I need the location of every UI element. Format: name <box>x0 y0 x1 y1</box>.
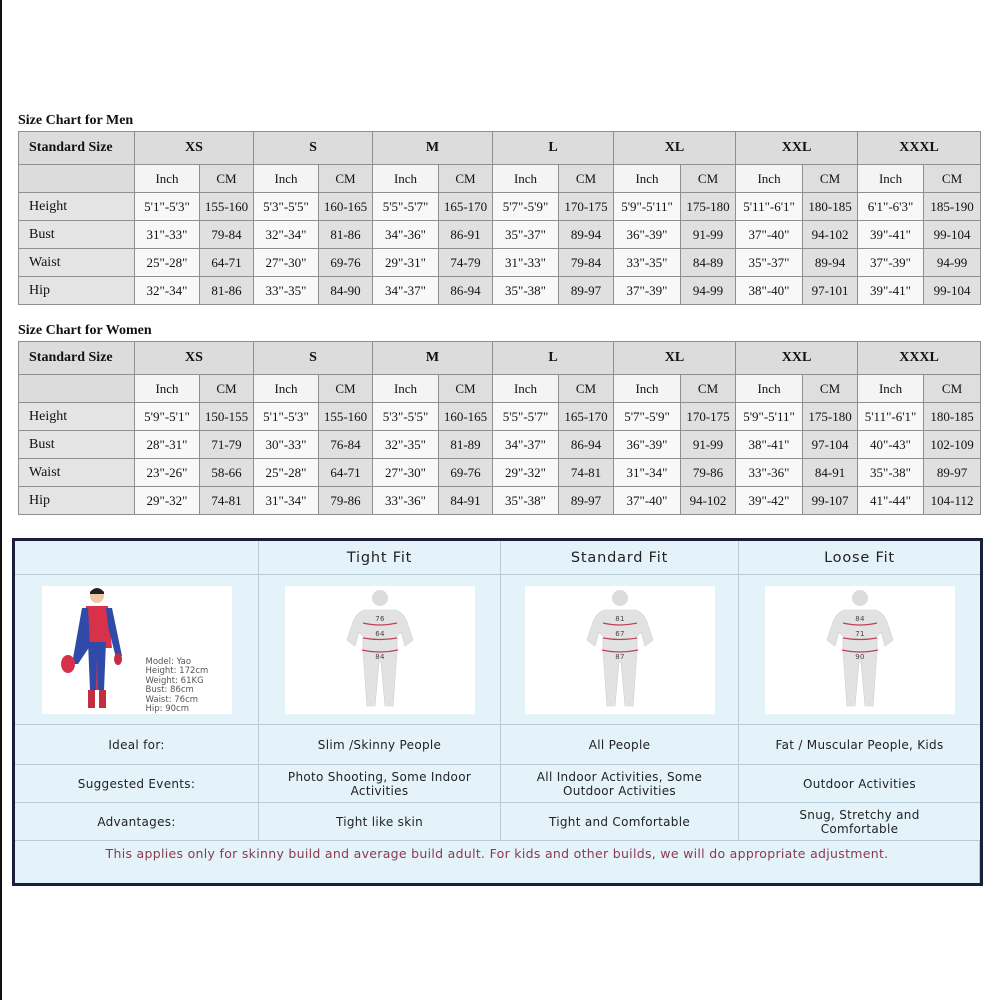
table-cell: 35"-38" <box>493 487 559 515</box>
table-cell: 5'3"-5'5" <box>254 193 319 221</box>
unit-cm: CM <box>319 165 373 193</box>
model-waist: Waist: 76cm <box>145 694 199 705</box>
unit-row <box>19 375 981 403</box>
size-m: M <box>373 342 493 375</box>
table-cell: 97-104 <box>803 431 858 459</box>
table-cell: 34"-37" <box>373 277 439 305</box>
row-label-height: Height <box>19 193 135 221</box>
table-row <box>19 459 981 487</box>
loose-events: Outdoor Activities <box>739 765 980 803</box>
unit-inch: Inch <box>373 375 439 403</box>
table-cell: 94-102 <box>803 221 858 249</box>
size-s: S <box>254 342 373 375</box>
size-xxxl: XXXL <box>858 132 981 165</box>
table-cell: 84-89 <box>681 249 736 277</box>
table-cell: 5'9"-5'11" <box>614 193 681 221</box>
svg-text:84: 84 <box>854 614 865 623</box>
table-cell: 86-94 <box>559 431 614 459</box>
table-cell: 89-97 <box>924 459 981 487</box>
unit-inch: Inch <box>373 165 439 193</box>
svg-text:71: 71 <box>854 629 865 638</box>
table-cell: 74-79 <box>439 249 493 277</box>
svg-text:76: 76 <box>374 614 385 623</box>
mannequin-icon <box>765 586 955 714</box>
table-cell: 84-91 <box>439 487 493 515</box>
table-cell: 84-90 <box>319 277 373 305</box>
loose-ideal: Fat / Muscular People, Kids <box>739 725 980 765</box>
tight-events: Photo Shooting, Some Indoor Activities <box>259 765 501 803</box>
table-cell: 5'7"-5'9" <box>493 193 559 221</box>
table-cell: 180-185 <box>803 193 858 221</box>
table-cell: 29"-32" <box>493 459 559 487</box>
unit-cm: CM <box>200 165 254 193</box>
unit-cm: CM <box>681 165 736 193</box>
table-cell: 89-97 <box>559 277 614 305</box>
model-photo <box>42 586 232 714</box>
model-name: Model: Yao <box>145 656 192 667</box>
standard-size-label: Standard Size <box>19 132 135 165</box>
table-cell: 27"-30" <box>373 459 439 487</box>
table-cell: 94-99 <box>681 277 736 305</box>
table-cell: 5'7"-5'9" <box>614 403 681 431</box>
table-cell: 165-170 <box>559 403 614 431</box>
table-cell: 89-97 <box>559 487 614 515</box>
women-size-table <box>18 341 981 515</box>
table-cell: 180-185 <box>924 403 981 431</box>
unit-inch: Inch <box>736 165 803 193</box>
table-cell: 69-76 <box>319 249 373 277</box>
table-row <box>19 249 981 277</box>
unit-inch: Inch <box>493 165 559 193</box>
row-label-hip: Hip <box>19 487 135 515</box>
svg-text:81: 81 <box>614 614 625 623</box>
model-info <box>146 658 209 715</box>
table-cell: 185-190 <box>924 193 981 221</box>
row-label-ideal: Ideal for: <box>15 725 259 765</box>
row-label-waist: Waist <box>19 249 135 277</box>
table-cell: 5'9"-5'1" <box>135 403 200 431</box>
unit-cm: CM <box>319 375 373 403</box>
table-cell: 39"-42" <box>736 487 803 515</box>
loose-fit-figure <box>765 586 955 714</box>
size-m: M <box>373 132 493 165</box>
table-cell: 27"-30" <box>254 249 319 277</box>
tight-ideal: Slim /Skinny People <box>259 725 501 765</box>
table-cell: 79-84 <box>200 221 254 249</box>
fit-guide <box>12 538 983 886</box>
table-cell: 5'11"-6'1" <box>858 403 924 431</box>
table-cell: 71-79 <box>200 431 254 459</box>
women-chart-title: Size Chart for Women <box>18 323 152 338</box>
table-cell: 160-165 <box>319 193 373 221</box>
standard-size-label: Standard Size <box>19 342 135 375</box>
left-edge-rule <box>0 0 2 1000</box>
svg-text:84: 84 <box>374 652 385 661</box>
size-header-row <box>19 342 981 375</box>
table-cell: 33"-36" <box>373 487 439 515</box>
row-label-bust: Bust <box>19 431 135 459</box>
unit-inch: Inch <box>135 165 200 193</box>
unit-inch: Inch <box>493 375 559 403</box>
mannequin-icon <box>525 586 715 714</box>
table-cell: 94-102 <box>681 487 736 515</box>
size-l: L <box>493 342 614 375</box>
standard-ideal: All People <box>501 725 739 765</box>
svg-text:64: 64 <box>374 629 385 638</box>
size-header-row <box>19 132 981 165</box>
table-cell: 81-86 <box>200 277 254 305</box>
unit-cm: CM <box>924 165 981 193</box>
table-cell: 5'11"-6'1" <box>736 193 803 221</box>
table-cell: 79-86 <box>319 487 373 515</box>
table-cell: 29"-32" <box>135 487 200 515</box>
table-cell: 64-71 <box>319 459 373 487</box>
unit-inch: Inch <box>614 375 681 403</box>
svg-text:87: 87 <box>614 652 625 661</box>
table-cell: 31"-33" <box>135 221 200 249</box>
table-cell: 170-175 <box>681 403 736 431</box>
row-label-height: Height <box>19 403 135 431</box>
unit-cm: CM <box>681 375 736 403</box>
table-cell: 99-104 <box>924 277 981 305</box>
table-cell: 89-94 <box>803 249 858 277</box>
table-cell: 32"-35" <box>373 431 439 459</box>
table-cell: 170-175 <box>559 193 614 221</box>
table-cell: 97-101 <box>803 277 858 305</box>
men-size-table <box>18 131 981 305</box>
table-cell: 79-86 <box>681 459 736 487</box>
row-label-bust: Bust <box>19 221 135 249</box>
table-row <box>19 193 981 221</box>
table-cell: 36"-39" <box>614 221 681 249</box>
table-cell: 155-160 <box>319 403 373 431</box>
table-cell: 25"-28" <box>135 249 200 277</box>
women-table-body <box>19 342 981 515</box>
unit-blank <box>19 165 135 193</box>
table-cell: 84-91 <box>803 459 858 487</box>
table-cell: 35"-37" <box>736 249 803 277</box>
fit-header-loose: Loose Fit <box>739 541 980 575</box>
table-cell: 30"-33" <box>254 431 319 459</box>
table-cell: 64-71 <box>200 249 254 277</box>
table-cell: 28"-31" <box>135 431 200 459</box>
unit-cm: CM <box>439 165 493 193</box>
table-cell: 79-84 <box>559 249 614 277</box>
unit-inch: Inch <box>736 375 803 403</box>
table-row <box>19 431 981 459</box>
table-cell: 5'5"-5'7" <box>493 403 559 431</box>
table-cell: 99-104 <box>924 221 981 249</box>
row-label-hip: Hip <box>19 277 135 305</box>
table-cell: 29"-31" <box>373 249 439 277</box>
table-cell: 91-99 <box>681 221 736 249</box>
mannequin-icon <box>285 586 475 714</box>
table-cell: 94-99 <box>924 249 981 277</box>
table-cell: 5'3"-5'5" <box>373 403 439 431</box>
fit-header-tight: Tight Fit <box>259 541 501 575</box>
table-cell: 31"-34" <box>254 487 319 515</box>
standard-advantages: Tight and Comfortable <box>501 803 739 841</box>
table-cell: 34"-37" <box>493 431 559 459</box>
table-row <box>19 221 981 249</box>
fit-header-blank <box>15 541 259 575</box>
model-bust: Bust: 86cm <box>145 685 194 695</box>
unit-blank <box>19 375 135 403</box>
table-cell: 5'5"-5'7" <box>373 193 439 221</box>
standard-events: All Indoor Activities, Some Outdoor Activities <box>501 765 739 803</box>
table-cell: 35"-38" <box>858 459 924 487</box>
unit-inch: Inch <box>858 375 924 403</box>
table-cell: 38"-40" <box>736 277 803 305</box>
table-cell: 5'1"-5'3" <box>135 193 200 221</box>
size-s: S <box>254 132 373 165</box>
table-cell: 35"-38" <box>493 277 559 305</box>
table-cell: 76-84 <box>319 431 373 459</box>
table-cell: 25"-28" <box>254 459 319 487</box>
table-cell: 175-180 <box>681 193 736 221</box>
unit-row <box>19 165 981 193</box>
table-cell: 34"-36" <box>373 221 439 249</box>
table-cell: 89-94 <box>559 221 614 249</box>
table-cell: 160-165 <box>439 403 493 431</box>
table-cell: 39"-41" <box>858 277 924 305</box>
svg-text:67: 67 <box>614 629 625 638</box>
table-cell: 74-81 <box>559 459 614 487</box>
table-cell: 165-170 <box>439 193 493 221</box>
model-hip: Hip: 90cm <box>145 704 189 714</box>
table-cell: 38"-41" <box>736 431 803 459</box>
table-cell: 150-155 <box>200 403 254 431</box>
row-label-waist: Waist <box>19 459 135 487</box>
table-cell: 58-66 <box>200 459 254 487</box>
standard-fit-figure-cell <box>501 575 739 725</box>
men-chart-title: Size Chart for Men <box>18 113 134 128</box>
size-xs: XS <box>135 342 254 375</box>
table-cell: 23"-26" <box>135 459 200 487</box>
size-xl: XL <box>614 342 736 375</box>
model-cell <box>15 575 259 725</box>
table-cell: 74-81 <box>200 487 254 515</box>
model-weight: Weight: 61KG <box>145 675 204 686</box>
table-row <box>19 403 981 431</box>
size-xxl: XXL <box>736 342 858 375</box>
row-label-events: Suggested Events: <box>15 765 259 803</box>
size-l: L <box>493 132 614 165</box>
table-cell: 175-180 <box>803 403 858 431</box>
table-cell: 37"-40" <box>614 487 681 515</box>
table-cell: 81-89 <box>439 431 493 459</box>
table-cell: 102-109 <box>924 431 981 459</box>
standard-fit-figure <box>525 586 715 714</box>
table-row <box>19 487 981 515</box>
size-xxl: XXL <box>736 132 858 165</box>
row-label-advantages: Advantages: <box>15 803 259 841</box>
table-cell: 32"-34" <box>254 221 319 249</box>
table-cell: 6'1"-6'3" <box>858 193 924 221</box>
table-cell: 37"-39" <box>614 277 681 305</box>
unit-cm: CM <box>200 375 254 403</box>
table-cell: 40"-43" <box>858 431 924 459</box>
tight-advantages: Tight like skin <box>259 803 501 841</box>
unit-inch: Inch <box>254 165 319 193</box>
table-cell: 37"-40" <box>736 221 803 249</box>
unit-inch: Inch <box>254 375 319 403</box>
loose-advantages: Snug, Stretchy and Comfortable <box>739 803 980 841</box>
men-table-body <box>19 132 981 305</box>
size-xxxl: XXXL <box>858 342 981 375</box>
unit-cm: CM <box>803 165 858 193</box>
table-cell: 41"-44" <box>858 487 924 515</box>
table-cell: 5'9"-5'11" <box>736 403 803 431</box>
unit-cm: CM <box>559 165 614 193</box>
table-cell: 33"-35" <box>614 249 681 277</box>
fit-header-standard: Standard Fit <box>501 541 739 575</box>
svg-text:90: 90 <box>854 652 865 661</box>
size-xs: XS <box>135 132 254 165</box>
table-row <box>19 277 981 305</box>
unit-cm: CM <box>803 375 858 403</box>
table-cell: 32"-34" <box>135 277 200 305</box>
model-height: Height: 172cm <box>145 666 209 676</box>
unit-cm: CM <box>559 375 614 403</box>
size-xl: XL <box>614 132 736 165</box>
unit-inch: Inch <box>135 375 200 403</box>
table-cell: 39"-41" <box>858 221 924 249</box>
table-cell: 36"-39" <box>614 431 681 459</box>
unit-inch: Inch <box>858 165 924 193</box>
table-cell: 104-112 <box>924 487 981 515</box>
fit-note: This applies only for skinny build and average build adult. For kids and other builds, we will do appropriate adjustment. <box>15 841 980 883</box>
tight-fit-figure <box>285 586 475 714</box>
table-cell: 31"-33" <box>493 249 559 277</box>
table-cell: 69-76 <box>439 459 493 487</box>
table-cell: 91-99 <box>681 431 736 459</box>
table-cell: 86-91 <box>439 221 493 249</box>
table-cell: 86-94 <box>439 277 493 305</box>
table-cell: 81-86 <box>319 221 373 249</box>
table-cell: 33"-36" <box>736 459 803 487</box>
unit-cm: CM <box>439 375 493 403</box>
unit-inch: Inch <box>614 165 681 193</box>
table-cell: 99-107 <box>803 487 858 515</box>
tight-fit-figure-cell <box>259 575 501 725</box>
table-cell: 31"-34" <box>614 459 681 487</box>
table-cell: 37"-39" <box>858 249 924 277</box>
table-cell: 35"-37" <box>493 221 559 249</box>
table-cell: 33"-35" <box>254 277 319 305</box>
table-cell: 155-160 <box>200 193 254 221</box>
loose-fit-figure-cell <box>739 575 980 725</box>
unit-cm: CM <box>924 375 981 403</box>
table-cell: 5'1"-5'3" <box>254 403 319 431</box>
